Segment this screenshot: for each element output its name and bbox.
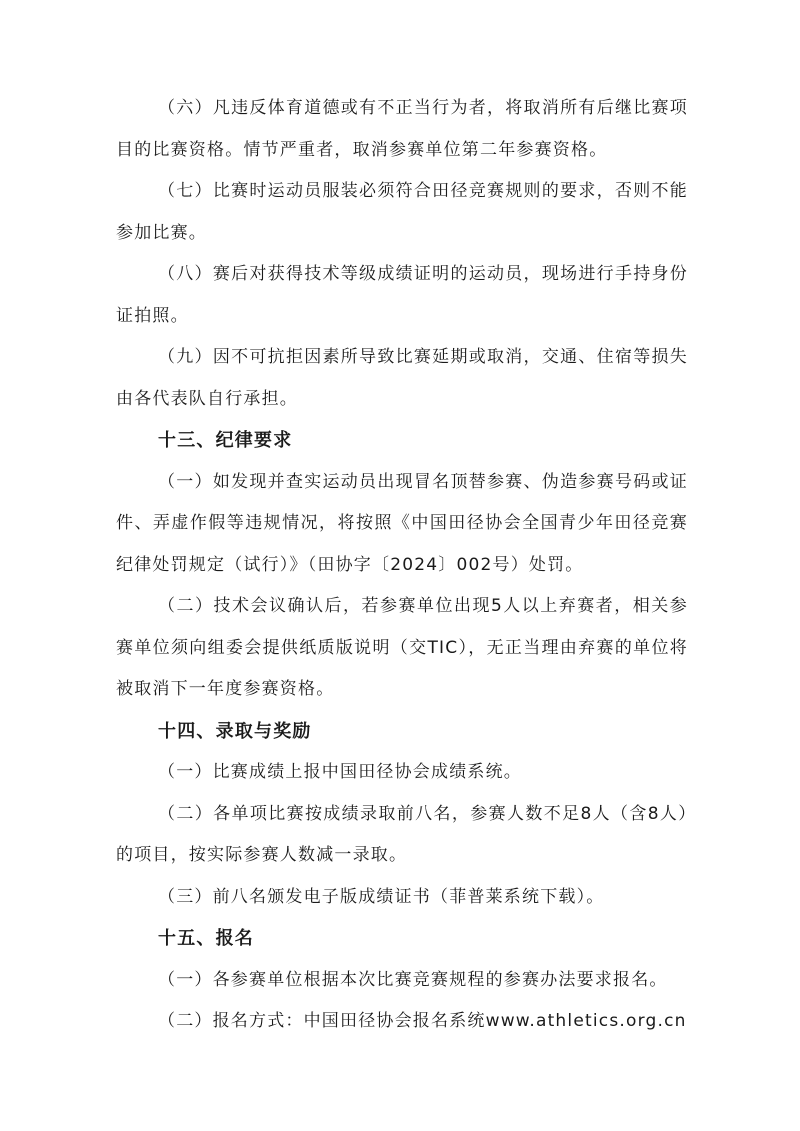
discipline-clause-1: （一）如发现并查实运动员出现冒名顶替参赛、伪造参赛号码或证件、弄虚作假等违规情况，将按照《中国田径协会全国青少年田径竞赛纪律处罚规定（试行）》（田协字〔2024〕002号）处罚。 [116,471,688,575]
section-heading-13: 十三、纪律要求 [158,430,293,451]
clause-7: （七）比赛时运动员服装必须符合田径竞赛规则的要求，否则不能参加比赛。 [116,181,688,243]
section-heading-15: 十五、报名 [158,928,254,949]
registration-clause-2: （二）报名方式：中国田径协会报名系统www.athletics.org.cn [158,1011,687,1031]
awards-clause-2: （二）各单项比赛按成绩录取前八名，参赛人数不足8人（含8人）的项目，按实际参赛人数减一录取。 [116,803,688,865]
awards-clause-3: （三）前八名颁发电子版成绩证书（菲普莱系统下载）。 [158,886,605,907]
discipline-clause-2: （二）技术会议确认后，若参赛单位出现5人以上弃赛者，相关参赛单位须向组委会提供纸质版说明（交TIC），无正当理由弃赛的单位将被取消下一年度参赛资格。 [116,596,688,699]
clause-9: （九）因不可抗拒因素所导致比赛延期或取消，交通、住宿等损失由各代表队自行承担。 [116,347,688,409]
clause-8: （八）赛后对获得技术等级成绩证明的运动员，现场进行手持身份证拍照。 [116,264,688,326]
awards-clause-1: （一）比赛成绩上报中国田径协会成绩系统。 [158,762,522,782]
registration-clause-1: （一）各参赛单位根据本次比赛竞赛规程的参赛办法要求报名。 [158,969,668,990]
section-heading-14: 十四、录取与奖励 [158,720,312,742]
clause-6: （六）凡违反体育道德或有不正当行为者，将取消所有后继比赛项目的比赛资格。情节严重者，取消参赛单位第二年参赛资格。 [116,98,688,160]
document-body [116,88,688,1043]
